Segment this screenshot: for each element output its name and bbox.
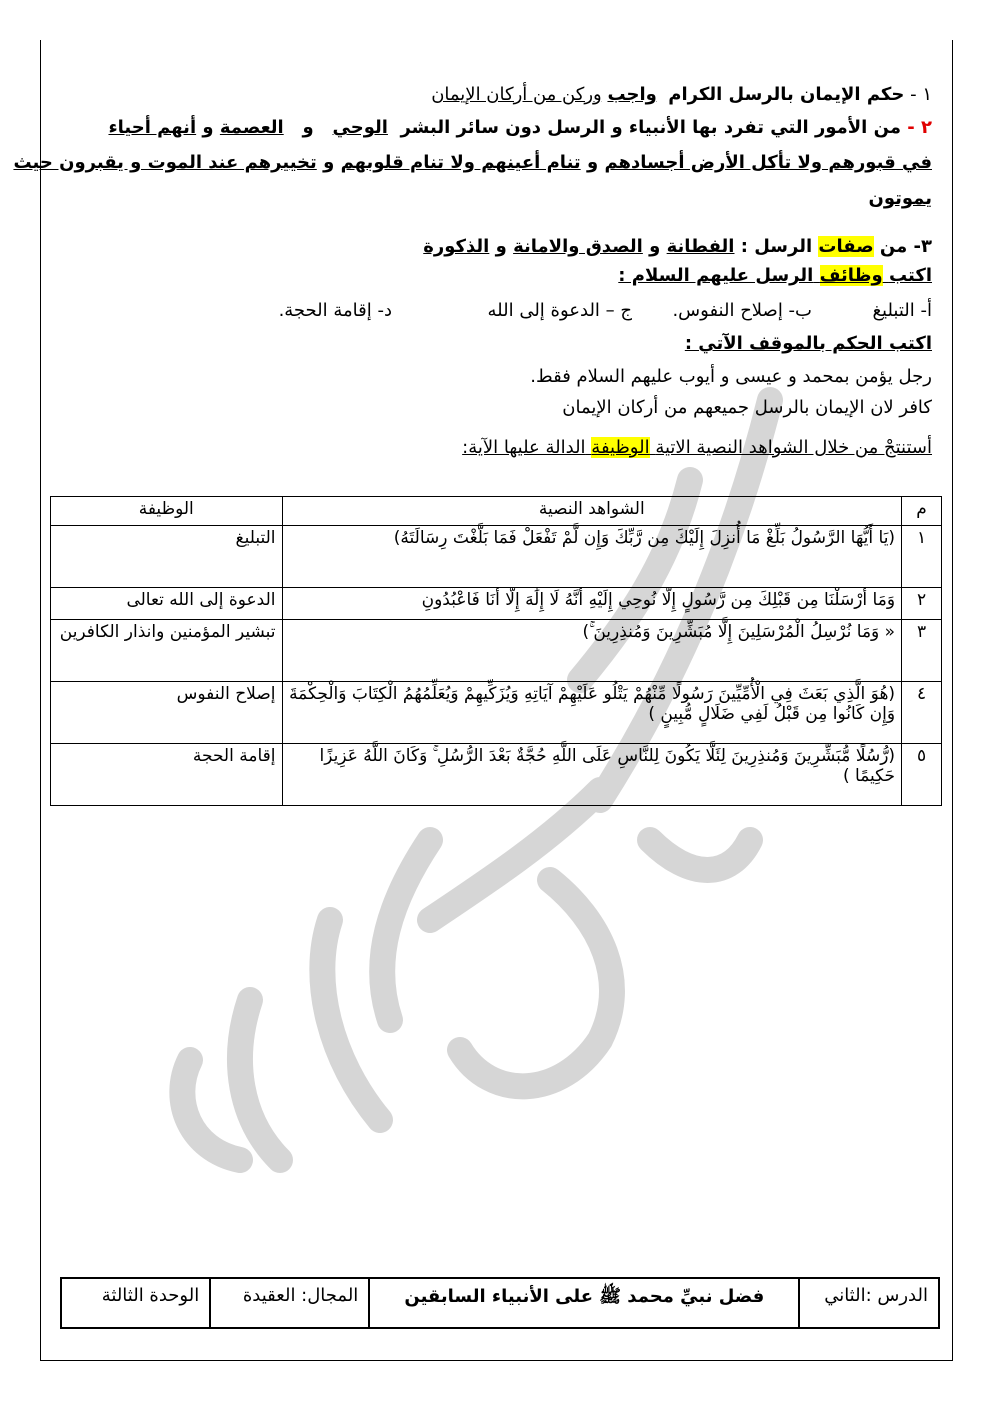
item-2-line-3: يموتون [868, 188, 932, 209]
header-function: الوظيفة [51, 497, 283, 526]
conjunction: و [649, 236, 661, 257]
item-1-answer: وركن من أركان الإيمان [431, 84, 602, 105]
functions-heading-prefix: اكتب [888, 265, 932, 286]
item-1-question: حكم الإيمان بالرسل الكرام [668, 84, 905, 105]
table-header-row [51, 497, 942, 526]
footer-lesson: الدرس :الثاني [799, 1278, 939, 1328]
row-evidence: « وَمَا نُرْسِلُ الْمُرْسَلِينَ إِلَّا مُبَشِّرِينَ وَمُنذِرِينَ ۚ) [282, 620, 902, 682]
conjunction: و [586, 152, 599, 173]
table-row [51, 620, 942, 682]
item-3-dhukura: الذكورة [423, 236, 490, 257]
item-2-question: من الأمور التي تفرد بها الأنبياء و الرسل دون سائر البشر [400, 117, 901, 138]
item-1-number: ١ - [910, 84, 932, 105]
ruling-heading: اكتب الحكم بالموقف الآتي : [684, 333, 932, 354]
deduce-instruction [462, 437, 932, 458]
option-c: ج – الدعوة إلى الله [487, 300, 632, 321]
functions-heading-highlight: وظائف [819, 265, 883, 286]
header-evidence: الشواهد النصية [282, 497, 902, 526]
footer-title: فضل نبيِّ محمد ﷺ على الأنبياء السابقين [369, 1278, 799, 1328]
item-3-rusul: الرسل : [740, 236, 813, 257]
row-evidence: (هُوَ الَّذِي بَعَثَ فِي الْأُمِّيِّينَ رَسُولًا مِّنْهُمْ يَتْلُو عَلَيْهِمْ آيَاتِهِ وَيُزَكِّيهِمْ وَيُعَلِّمُهُمُ الْكِتَابَ وَالْحِكْمَةَ وَإِن كَانُوا مِن قَبْلُ لَفِي ضَلَالٍ مُّبِينٍ ) [282, 682, 902, 744]
deduce-highlight: الوظيفة [591, 437, 650, 458]
row-function: تبشير المؤمنين وانذار الكافرين [51, 620, 283, 682]
item-2-line-2 [13, 152, 932, 173]
item-3-min: من [879, 236, 908, 257]
conjunction: و [323, 152, 335, 173]
item-2-tanam: تنام أعينهم ولا تنام قلوبهم [340, 152, 581, 173]
deduce-suffix: الدالة عليها الآية: [462, 437, 586, 458]
item-3-number: ٣- [913, 236, 932, 257]
row-num: ٤ [902, 682, 942, 744]
conjunction: و [302, 117, 314, 138]
table-row [51, 744, 942, 806]
functions-options [232, 300, 932, 326]
item-2-wahy: الوحي [332, 117, 388, 138]
item-2-takhyir: تخييرهم عند الموت و يقبرون حيث [13, 152, 317, 173]
header-num: م [902, 497, 942, 526]
deduce-prefix: أستنتجْ من خلال الشواهد النصية الاتية [655, 437, 932, 458]
evidence-table [50, 496, 942, 806]
conjunction: و [202, 117, 214, 138]
item-3-sidq: الصدق والامانة [513, 236, 643, 257]
table-row [51, 526, 942, 588]
table-row [51, 682, 942, 744]
option-d: د- إقامة الحجة. [278, 300, 392, 321]
row-num: ٢ [902, 588, 942, 620]
lesson-footer [60, 1277, 940, 1329]
row-function: الدعوة إلى الله تعالى [51, 588, 283, 620]
row-evidence: وَمَا أَرْسَلْنَا مِن قَبْلِكَ مِن رَّسُولٍ إِلَّا نُوحِي إِلَيْهِ أَنَّهُ لَا إِلَٰهَ إِلَّا أَنَا فَاعْبُدُونِ [282, 588, 902, 620]
item-2-qubur: في قبورهم ولا تأكل الأرض أجسادهم [604, 152, 932, 173]
item-2-isma: العصمة [219, 117, 284, 138]
table-row [51, 588, 942, 620]
item-1-wajib: واجب [607, 84, 657, 105]
item-3-fatana: الفطانة [666, 236, 735, 257]
row-evidence: (يَا أَيُّهَا الرَّسُولُ بَلِّغْ مَا أُنزِلَ إِلَيْكَ مِن رَّبِّكَ وَإِن لَّمْ تَفْعَلْ فَمَا بَلَّغْتَ رِسَالَتَهُ) [282, 526, 902, 588]
ruling-answer: كافر لان الإيمان بالرسل جميعهم من أركان الإيمان [562, 397, 932, 418]
row-num: ٥ [902, 744, 942, 806]
row-function: التبليغ [51, 526, 283, 588]
situation-text: رجل يؤمن بمحمد و عيسى و أيوب عليهم السلام فقط. [530, 366, 932, 387]
conjunction: و [495, 236, 507, 257]
footer-domain: المجال: العقيدة [210, 1278, 369, 1328]
row-function: إصلاح النفوس [51, 682, 283, 744]
functions-heading [618, 265, 932, 286]
item-2-ahya: أنهم أحياء [108, 117, 197, 138]
functions-heading-suffix: الرسل عليهم السلام : [618, 265, 814, 286]
item-2-number: ٢ - [907, 117, 932, 138]
row-function: إقامة الحجة [51, 744, 283, 806]
option-a: أ- التبليغ [872, 300, 932, 321]
item-3 [423, 236, 932, 257]
row-evidence: (رُّسُلًا مُّبَشِّرِينَ وَمُنذِرِينَ لِئَلَّا يَكُونَ لِلنَّاسِ عَلَى اللَّهِ حُجَّةٌ بَعْدَ الرُّسُلِ ۚ وَكَانَ اللَّهُ عَزِيزًا حَكِيمًا ) [282, 744, 902, 806]
footer-unit: الوحدة الثالثة [61, 1278, 210, 1328]
row-num: ٣ [902, 620, 942, 682]
option-b: ب- إصلاح النفوس. [672, 300, 812, 321]
item-2-line-1 [108, 117, 932, 138]
row-num: ١ [902, 526, 942, 588]
item-3-sifat: صفات [818, 236, 874, 257]
item-1 [431, 84, 932, 105]
